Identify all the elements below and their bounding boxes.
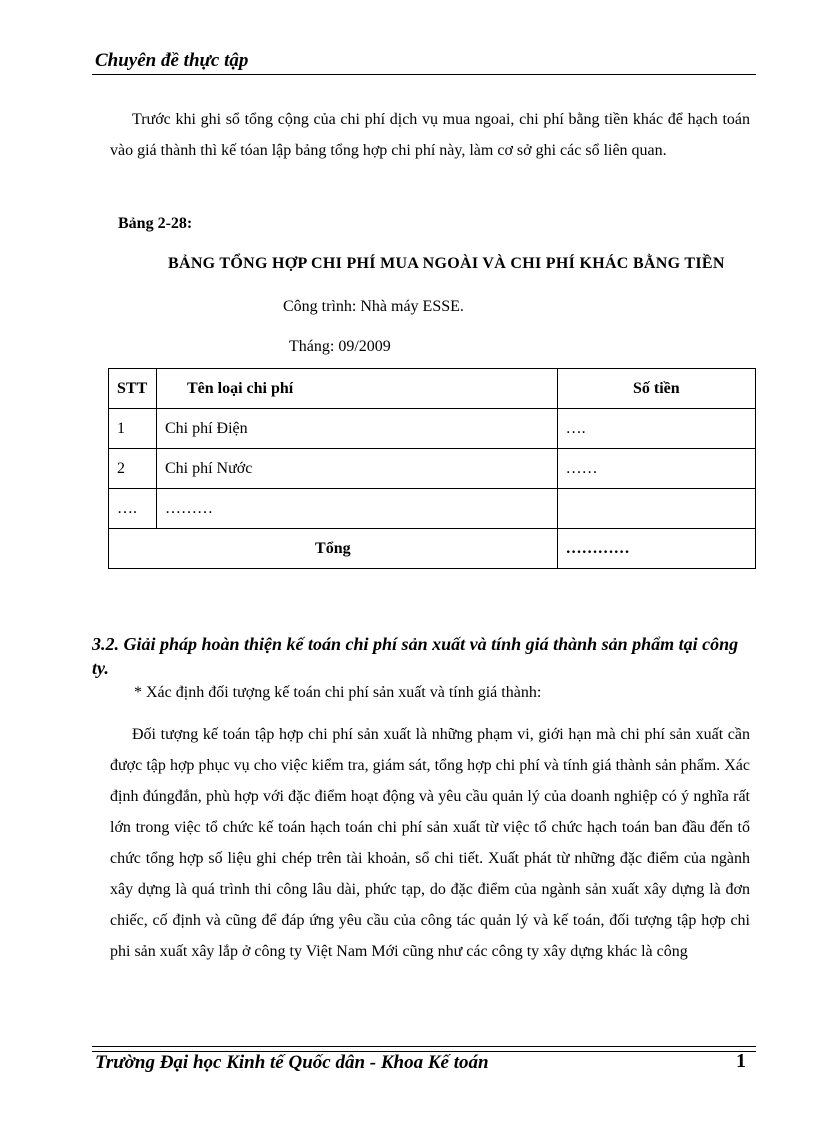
cost-summary-table — [108, 368, 756, 569]
project-line: Công trình: Nhà máy ESSE. — [283, 298, 464, 315]
table-row — [109, 489, 756, 529]
row-stt: …. — [109, 489, 157, 529]
row-amount: …. — [557, 409, 755, 449]
column-header-cost-type: Tên loại chi phí — [156, 369, 557, 409]
total-label: Tổng — [109, 529, 558, 569]
table-header-row — [109, 369, 756, 409]
table-row — [109, 409, 756, 449]
header-rule — [92, 74, 756, 75]
section-heading: 3.2. Giải pháp hoàn thiện kế toán chi phí sản xuất và tính giá thành sản phẩm tại công ty. — [92, 634, 739, 678]
row-stt: 2 — [109, 449, 157, 489]
table-row — [109, 449, 756, 489]
header-title: Chuyên đề thực tập — [95, 50, 249, 71]
column-header-amount: Số tiền — [557, 369, 755, 409]
row-cost-type: Chi phí Điện — [156, 409, 557, 449]
row-amount — [557, 489, 755, 529]
month-line: Tháng: 09/2009 — [289, 338, 391, 355]
column-header-stt: STT — [109, 369, 157, 409]
intro-paragraph: Trước khi ghi sổ tổng cộng của chi phí dịch vụ mua ngoai, chi phí bằng tiền khác để hạch toán vào giá thành thì kế tóan lập bảng tổng hợp chi phí này, làm cơ sở ghi các sổ liên quan. — [110, 111, 750, 159]
page-number: 1 — [736, 1050, 746, 1072]
row-stt: 1 — [109, 409, 157, 449]
row-cost-type: Chi phí Nước — [156, 449, 557, 489]
table-title: BẢNG TỔNG HỢP CHI PHÍ MUA NGOÀI VÀ CHI PHÍ KHÁC BẰNG TIỀN — [168, 255, 725, 272]
row-amount: …… — [557, 449, 755, 489]
table-total-row — [109, 529, 756, 569]
table-label: Bảng 2-28: — [118, 215, 193, 232]
bullet-line: * Xác định đối tượng kế toán chi phí sản xuất và tính giá thành: — [134, 684, 542, 701]
body-paragraph: Đối tượng kế toán tập hợp chi phí sản xuất là những phạm vi, giới hạn mà chi phí sản xuất cần được tập hợp phục vụ cho việc kiểm tra, giám sát, tổng hợp chi phí và tính giá thành sản phẩm. Xác định đúngđắn, phù hợp với đặc điểm hoạt động và yêu cầu quản lý của doanh nghiệp có ý nghĩa rất lớn trong việc tổ chức kế toán hạch toán chi phí sản xuất từ việc tổ chức hạch toán ban đầu đến tổ chức tổng hợp số liệu ghi chép trên tài khoản, sổ chi tiết. Xuất phát từ những đặc điểm của ngành xây dựng là quá trình thi công lâu dài, phức tạp, do đặc điểm của ngành sản xuất xây dựng là đơn chiếc, cố định và cũng để đáp ứng yêu cầu của công tác quản lý và kế toán, đối tượng tập hợp chi phi sản xuất xây lắp ở công ty Việt Nam Mới cũng như các công ty xây dựng khác là công — [110, 726, 750, 960]
total-value: ………… — [557, 529, 755, 569]
footer-text: Trường Đại học Kinh tế Quốc dân - Khoa Kế toán — [95, 1052, 489, 1073]
row-cost-type: ……… — [156, 489, 557, 529]
